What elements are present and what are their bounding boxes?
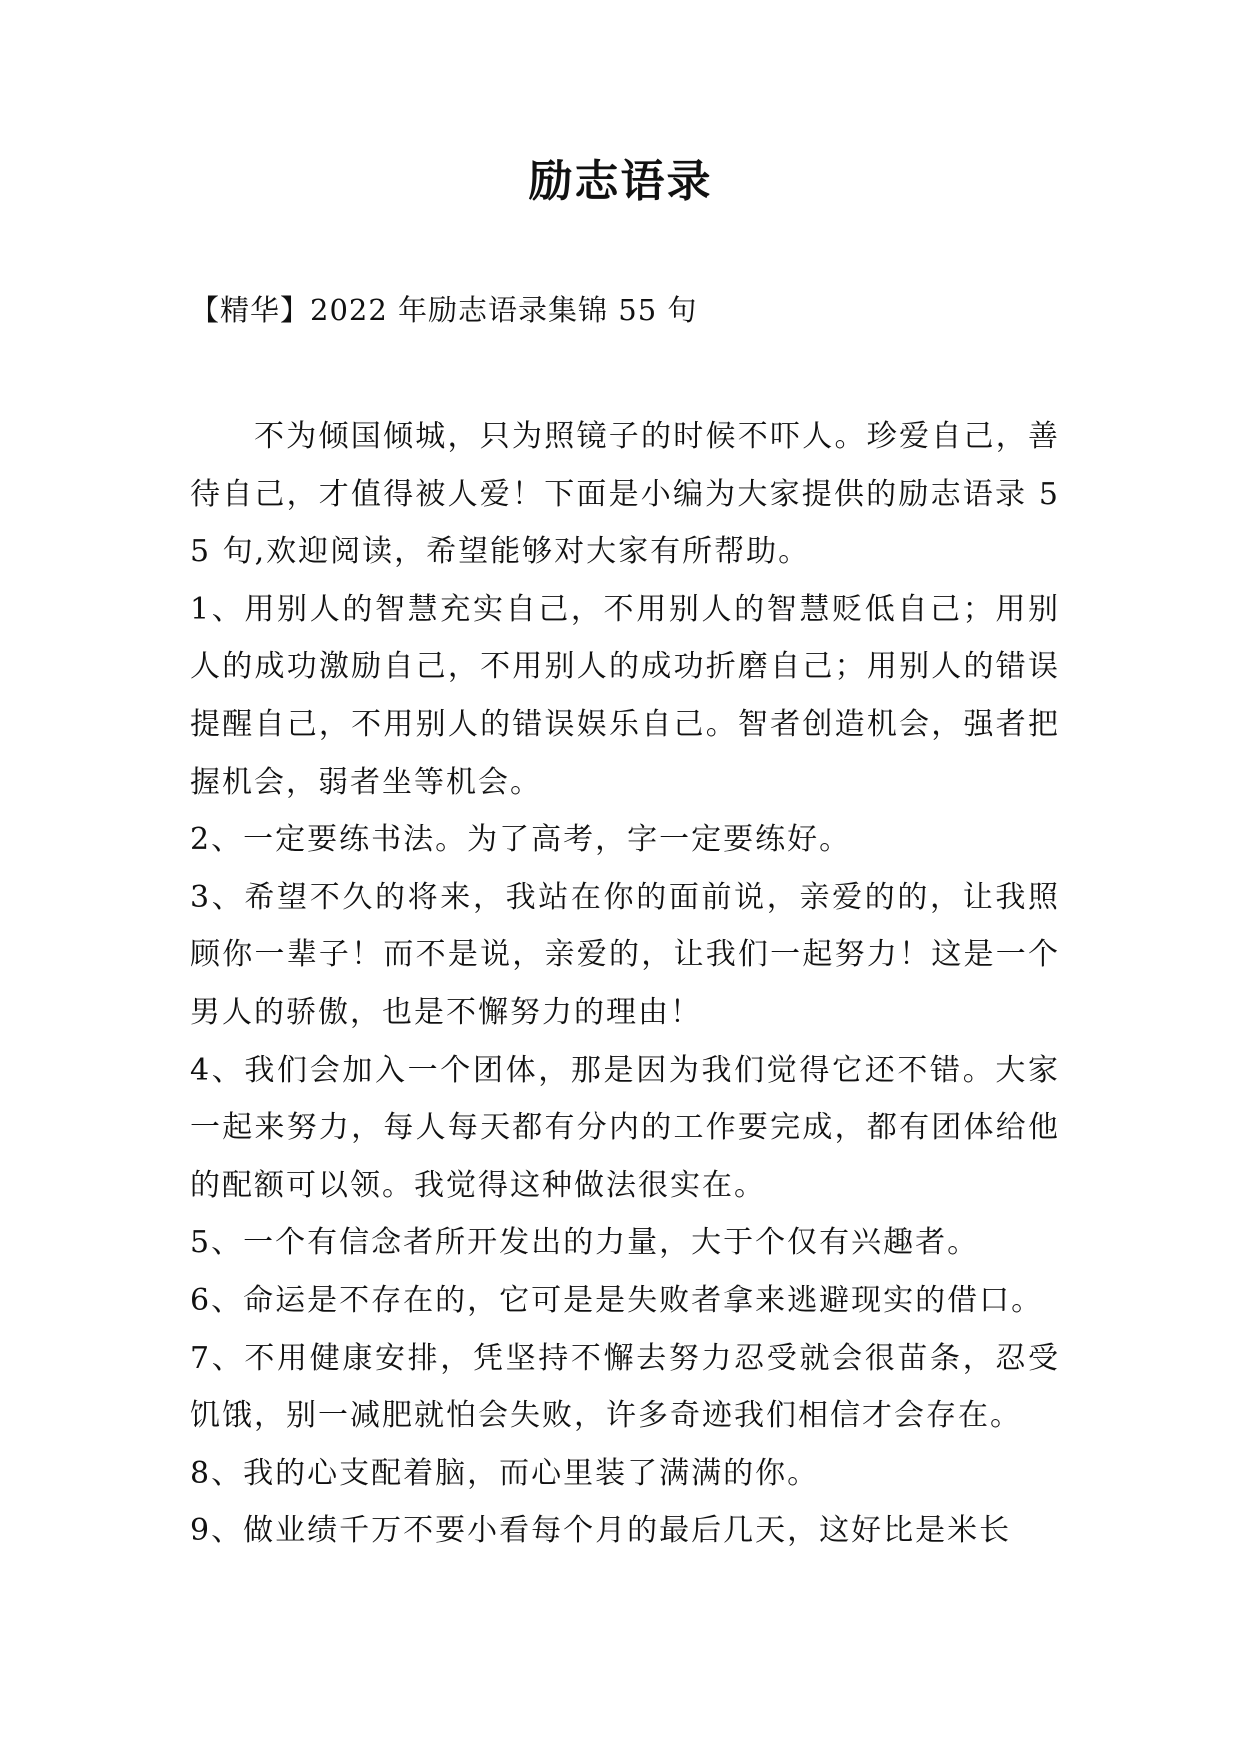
quote-item-4: 4、我们会加入一个团体，那是因为我们觉得它还不错。大家一起来努力，每人每天都有分内的工作要完成，都有团体给他的配额可以领。我觉得这种做法很实在。 xyxy=(190,1052,1060,1203)
intro-paragraph: 不为倾国倾城，只为照镜子的时候不吓人。珍爱自己，善待自己，才值得被人爱！下面是小编为大家提供的励志语录 55 句,欢迎阅读，希望能够对大家有所帮助。 xyxy=(190,419,1060,570)
quote-item-9: 9、做业绩千万不要小看每个月的最后几天，这好比是米长 xyxy=(190,1513,1012,1549)
quote-item-1: 1、用别人的智慧充实自己，不用别人的智慧贬低自己；用别人的成功激励自己，不用别人的成功折磨自己；用别人的错误提醒自己，不用别人的错误娱乐自己。智者创造机会，强者把握机会，弱者坐等机会。 xyxy=(190,591,1060,800)
quote-item-2: 2、一定要练书法。为了高考，字一定要练好。 xyxy=(190,822,852,858)
quote-item-8: 8、我的心支配着脑，而心里装了满满的你。 xyxy=(190,1455,820,1491)
document-body xyxy=(190,408,1060,1560)
document-subtitle: 【精华】2022 年励志语录集锦 55 句 xyxy=(190,293,698,327)
document-title: 励志语录 xyxy=(528,156,713,207)
quote-item-6: 6、命运是不存在的，它可是是失败者拿来逃避现实的借口。 xyxy=(190,1282,1044,1318)
quote-item-7: 7、不用健康安排，凭坚持不懈去努力忍受就会很苗条，忍受饥饿，别一减肥就怕会失败，许多奇迹我们相信才会存在。 xyxy=(190,1340,1060,1434)
quote-item-5: 5、一个有信念者所开发出的力量，大于个仅有兴趣者。 xyxy=(190,1225,980,1261)
quote-item-3: 3、希望不久的将来，我站在你的面前说，亲爱的的，让我照顾你一辈子！而不是说，亲爱的，让我们一起努力！这是一个男人的骄傲，也是不懈努力的理由！ xyxy=(190,879,1060,1030)
